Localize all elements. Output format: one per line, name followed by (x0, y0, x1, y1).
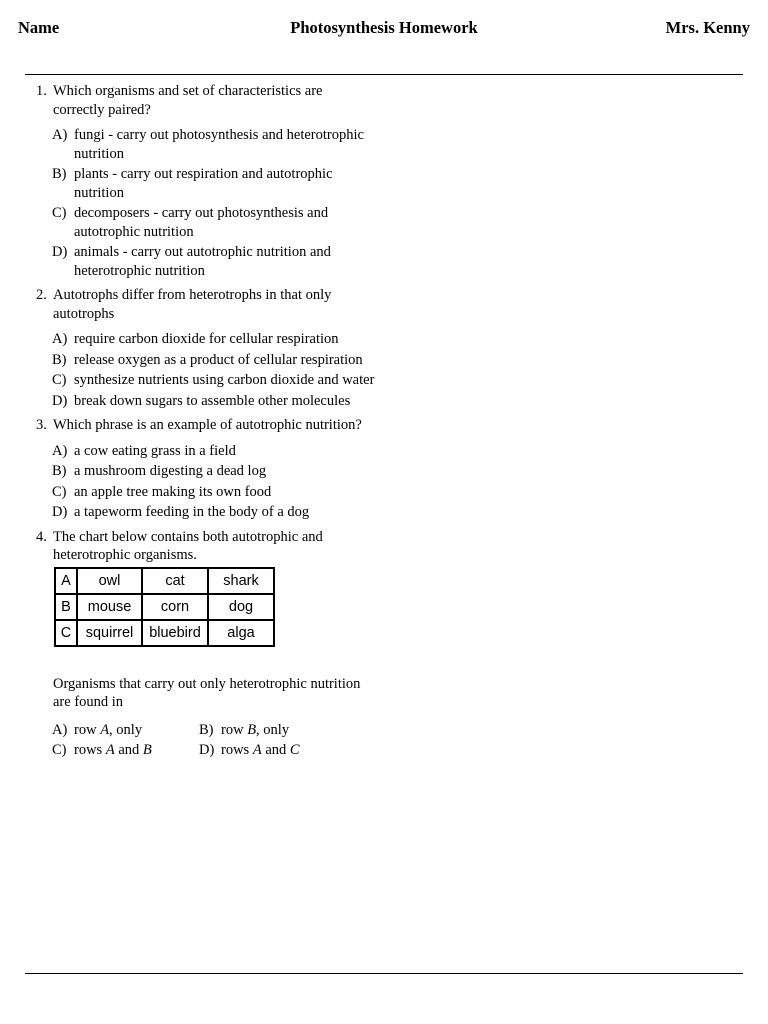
answer-option-c[interactable] (52, 483, 376, 502)
top-divider (25, 74, 743, 75)
option-letter: B) (52, 351, 67, 368)
option-letter: D) (52, 244, 68, 260)
option-text: fungi - carry out photosynthesis and heterotrophic nutrition (74, 127, 364, 162)
option-text: decomposers - carry out photosynthesis and autotrophic nutrition (74, 205, 329, 240)
answer-option-d[interactable] (52, 392, 376, 411)
option-letter: A) (52, 442, 68, 459)
row-label: B (55, 594, 77, 620)
option-letter: B) (52, 463, 67, 479)
chart-cell: dog (208, 594, 274, 620)
option-text: break down sugars to assemble other molecules (74, 392, 351, 409)
answer-option-b[interactable] (52, 462, 376, 481)
question-stem: Which phrase is an example of autotrophic nutrition? (53, 417, 362, 433)
option-letter: D) (52, 392, 68, 409)
option-text: a cow eating grass in a field (74, 442, 236, 459)
chart-row-b (55, 594, 274, 620)
question-number: 1. (36, 83, 47, 99)
answer-option-b[interactable] (52, 351, 376, 370)
chart-cell: shark (208, 568, 274, 594)
option-letter: D) (52, 504, 68, 520)
teacher-name: Mrs. Kenny (665, 18, 750, 37)
option-text: an apple tree making its own food (74, 483, 272, 500)
question-stem: The chart below contains both autotrophic and heterotrophic organisms. (53, 528, 323, 563)
chart-cell: owl (77, 568, 142, 594)
question-column (36, 82, 376, 766)
chart-cell: squirrel (77, 620, 142, 646)
chart-cell: alga (208, 620, 274, 646)
option-text: rows A and B (74, 742, 152, 758)
question-number: 2. (36, 287, 47, 303)
answer-option-d[interactable] (52, 243, 376, 280)
option-text: require carbon dioxide for cellular respiration (74, 331, 339, 347)
answer-option-a[interactable] (52, 126, 376, 163)
option-text: a mushroom digesting a dead log (74, 463, 267, 479)
option-letter: D) (199, 742, 215, 758)
option-text: animals - carry out autotrophic nutrition and heterotrophic nutrition (74, 244, 331, 279)
question-2 (36, 286, 376, 410)
question-4 (36, 528, 376, 760)
option-text: synthesize nutrients using carbon dioxide and water (74, 372, 375, 388)
option-letter: A) (52, 127, 68, 143)
option-text: a tapeworm feeding in the body of a dog (74, 504, 310, 520)
answer-option-c[interactable] (52, 204, 376, 241)
option-text: plants - carry out respiration and autotrophic nutrition (74, 166, 333, 201)
answer-option-c[interactable] (52, 741, 199, 760)
chart-cell: bluebird (142, 620, 208, 646)
question-stem: Which organisms and set of characteristics are correctly paired? (53, 83, 323, 118)
option-letter: C) (52, 742, 67, 758)
organism-chart (54, 567, 275, 647)
answer-option-a[interactable] (52, 721, 199, 740)
option-letter: C) (52, 205, 67, 221)
option-letter: B) (199, 721, 214, 738)
question-number: 4. (36, 528, 47, 545)
answer-option-c[interactable] (52, 371, 376, 390)
question-3 (36, 416, 376, 522)
answer-option-d[interactable] (199, 741, 359, 760)
option-text: release oxygen as a product of cellular respiration (74, 351, 363, 368)
question-1 (36, 82, 376, 280)
answer-option-b[interactable] (199, 721, 359, 740)
chart-cell: mouse (77, 594, 142, 620)
chart-cell: cat (142, 568, 208, 594)
option-text: rows A and C (221, 742, 300, 758)
option-letter: B) (52, 166, 67, 182)
option-text: row A, only (74, 721, 143, 738)
name-label: Name (18, 18, 60, 37)
answer-option-a[interactable] (52, 330, 376, 349)
option-letter: A) (52, 721, 68, 738)
option-letter: A) (52, 331, 68, 347)
question-follow-up: Organisms that carry out only heterotrophic nutrition are found in (53, 675, 361, 710)
answer-option-a[interactable] (52, 442, 376, 461)
row-label: A (55, 568, 77, 594)
chart-row-a (55, 568, 274, 594)
answer-option-b[interactable] (52, 165, 376, 202)
row-label: C (55, 620, 77, 646)
chart-row-c (55, 620, 274, 646)
bottom-divider (25, 973, 743, 974)
option-letter: C) (52, 483, 67, 500)
option-letter: C) (52, 372, 67, 388)
question-stem: Autotrophs differ from heterotrophs in that only autotrophs (53, 287, 332, 322)
chart-cell: corn (142, 594, 208, 620)
question-number: 3. (36, 417, 47, 433)
option-text: row B, only (221, 721, 290, 738)
page-title: Photosynthesis Homework (290, 18, 478, 37)
answer-option-d[interactable] (52, 503, 376, 522)
